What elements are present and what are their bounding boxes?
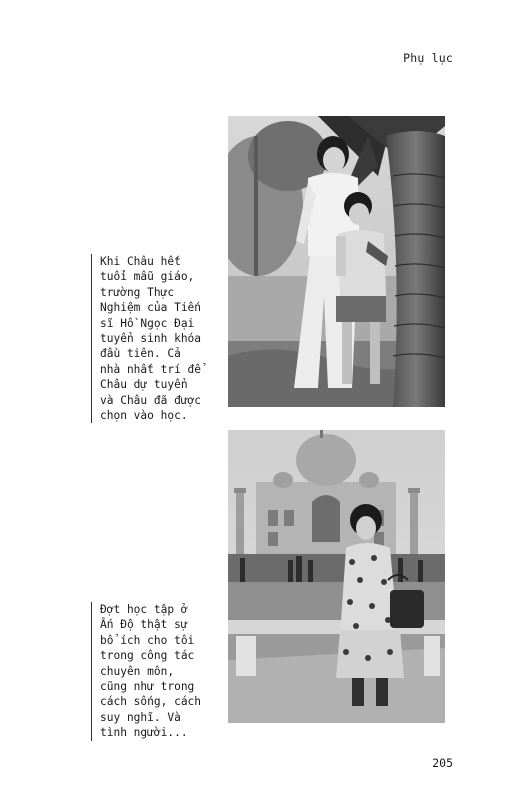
running-header: Phụ lục	[403, 51, 453, 65]
photo-taj-mahal-visit	[228, 430, 445, 723]
photo-caption-childhood: Khi Châu hết tuổi mẫu giáo, trường Thực Nghiệm của Tiến sĩ Hồ Ngọc Đại tuyển sinh khóa đầu tiên. Cả nhà nhất trí để Châu dự tuyển và Châu đã được chọn vào học.	[91, 254, 201, 423]
photo-caption-india-study: Đợt học tập ở Ấn Độ thật sự bổ ích cho tôi trong công tác chuyên môn, cũng như trong cách sống, cách suy nghĩ. Và tình người...	[91, 602, 201, 741]
photo-mother-and-child	[228, 116, 445, 407]
photo-taj-mahal-visit-image	[228, 430, 445, 723]
page-number: 205	[432, 756, 453, 770]
photo-mother-and-child-image	[228, 116, 445, 407]
